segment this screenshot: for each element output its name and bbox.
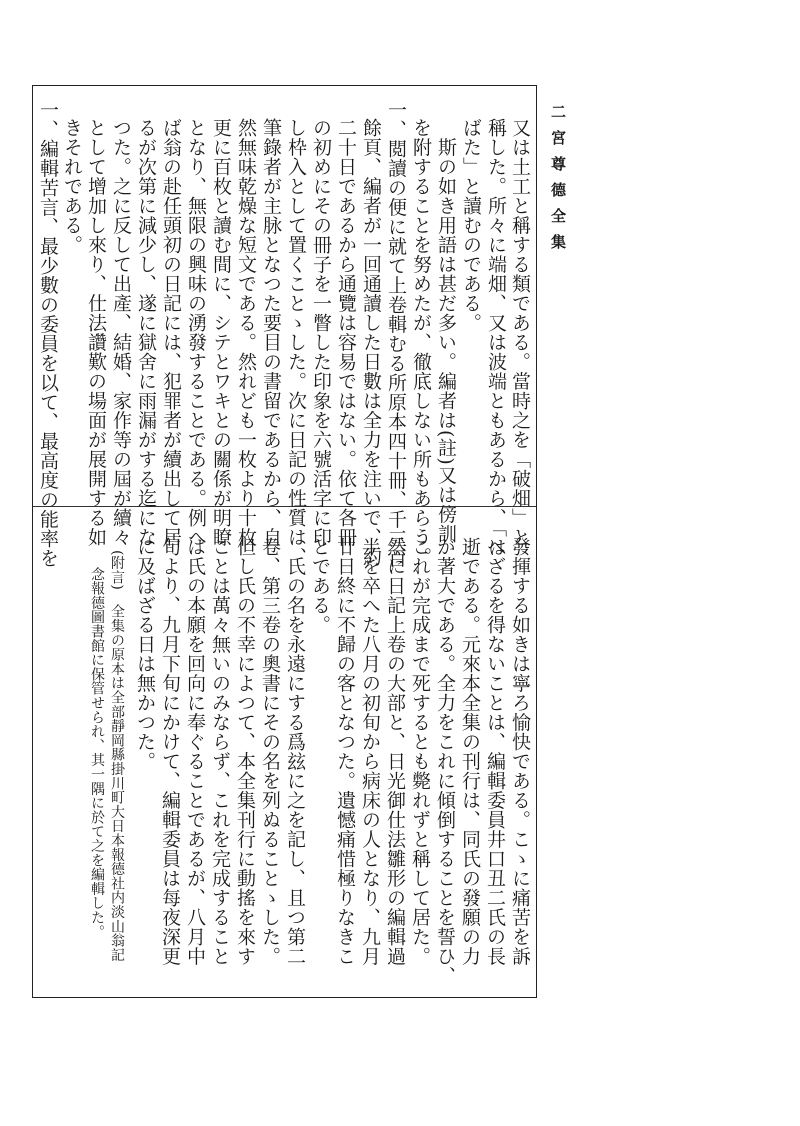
text-line: 然無味乾燥な短文である。然れども一枚より十枚 (235, 118, 257, 547)
text-line: 更に百枚と讀む間に、シテとワキとの關係が明瞭 (210, 118, 232, 547)
text-line: ば翁の赴任頭初の日記には、犯罪者が續出して居 (160, 118, 182, 547)
text-line: として增加し來り、仕法讚歎の場面が展開する如 (85, 118, 107, 547)
text-line: 但し氏の不幸によつて、本全集刊行に動搖を來す (234, 537, 256, 966)
text-line: 逝である。元來本全集の刊行は、同氏の發願の力 (459, 537, 481, 966)
running-head: 二宮尊德全集 (549, 104, 567, 260)
text-line: し枠入として置くことゝした。次に日記の性質は、 (285, 118, 307, 567)
text-line: 氏の名を永遠にする爲玆に之を記し、且つ第二 (284, 537, 306, 966)
text-line: 廿日終に不歸の客となつた。遺憾痛惜極りなきこ (334, 537, 356, 966)
text-line: つた。之に反して出產、結婚、家作等の屆が續々 (110, 118, 132, 547)
text-line: 卷、第三卷の奧書にその名を列ぬることゝした。 (259, 537, 281, 966)
text-line: ことは萬々無いのみならず、これを完成すること (209, 537, 231, 966)
text-line: るが次第に減少し、遂に獄舍に雨漏がする迄にな (135, 118, 157, 547)
text-line: ばた」と讀むのである。 (460, 118, 482, 333)
text-line: きそれである。 (61, 118, 83, 255)
text-line: 一、閲讀の便に就て上卷輯むる所原本四十冊、千三百 (385, 100, 407, 568)
text-line: へざるを得ないことは、編輯委員井口丑二氏の長 (484, 537, 506, 966)
footnote-line: (附言) 全集の原本は全部靜岡縣掛川町大日本報德社内淡山翁記 (109, 550, 125, 962)
text-line: の初めにその冊子を一瞥した印象を六號活字に印 (310, 118, 332, 547)
text-line: は氏の本願を回向に奉ぐることであるが、八月中 (184, 537, 206, 966)
text-line: 筆錄者が主脉となつた要目の書留であるから、自 (260, 118, 282, 547)
text-line: を附することを努めたが、徹底しない所もあらう。 (410, 118, 432, 567)
text-line: 二十日であるから通覽は容易ではない。依て各冊 (335, 118, 357, 547)
text-line: が著大である。全力をこれに傾倒することを誓ひ、 (434, 537, 456, 986)
text-line: 又は土工と稱する類である。當時之を「破畑」と (509, 118, 531, 547)
text-line: 一、編輯苦言、最少數の委員を以て、最高度の能率を (37, 100, 59, 568)
text-line: に及ばざる日は無かつた。 (134, 537, 156, 771)
text-line: とである。 (309, 537, 331, 635)
text-line: 然に日記上卷の大部と、日光御仕法雛形の編輯過 (384, 537, 406, 966)
footnote-line: 念報德圖書館に保管せられ、其一隅に於て之を編輯した。 (89, 567, 105, 939)
text-line: 旬より、九月下旬にかけて、編輯委員は每夜深更 (159, 537, 181, 966)
text-line: 發揮する如きは寧ろ愉快である。こゝに痛苦を訴 (509, 537, 531, 966)
text-line: これが完成まで死するとも斃れずと稱して居た。 (409, 537, 431, 966)
text-line: 餘頁、編者が一回通讀した日數は全力を注いで、約 (360, 118, 382, 567)
text-line: 斯の如き用語は甚だ多い。編者は(註)又は傍訓 (435, 118, 457, 544)
text-line: 半を卒へた八月の初旬から病床の人となり、九月 (359, 537, 381, 966)
text-line: 稱した。所々に端畑、又は波端ともあるから、「は (485, 118, 507, 557)
text-line: となり、無限の興味の湧發することである。例へ (185, 118, 207, 547)
